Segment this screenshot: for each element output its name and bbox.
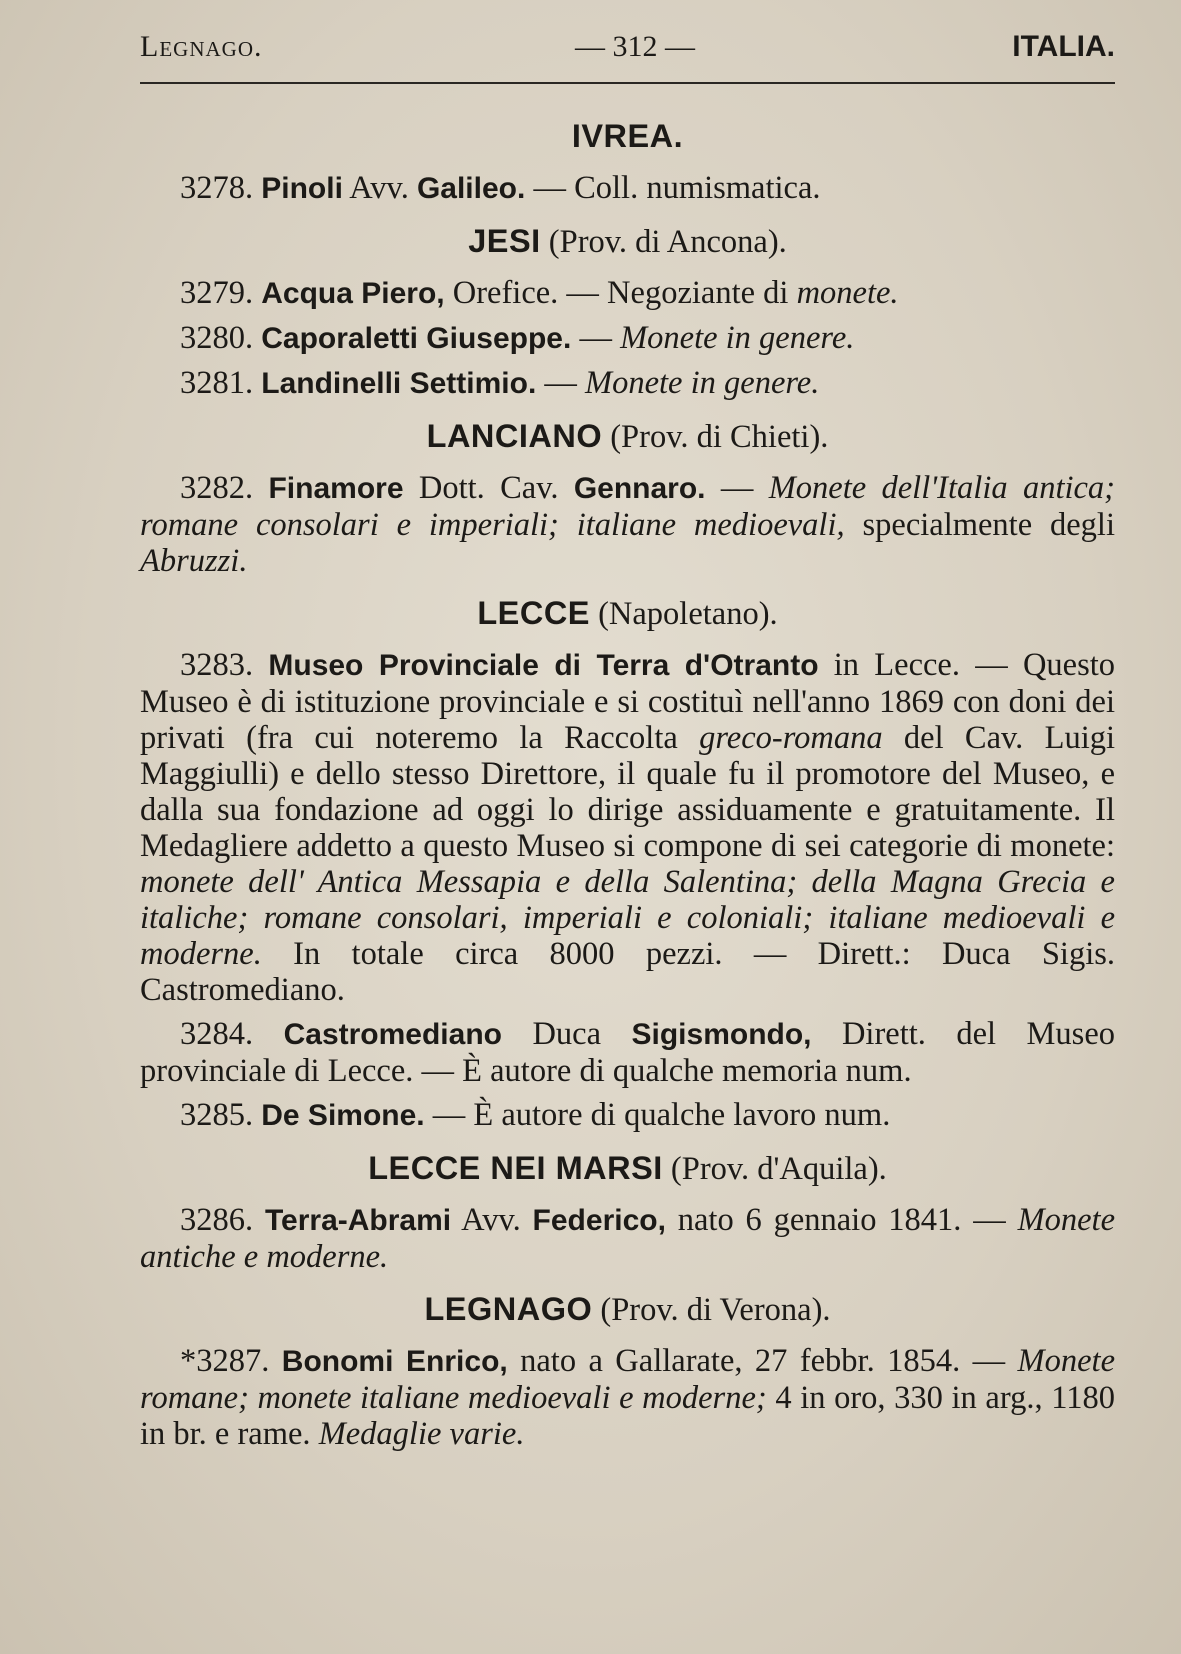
entry-title: Duca bbox=[501, 1016, 632, 1052]
entry-name: Terra-Abrami bbox=[264, 1204, 452, 1237]
entry-title: Dott. Cav. bbox=[403, 470, 574, 506]
entry-name: Museo Provinciale di Terra d'Otranto bbox=[268, 649, 819, 682]
entry-text: nato 6 gennaio 1841. — bbox=[665, 1202, 1018, 1238]
city-heading bbox=[140, 410, 1115, 462]
city-heading bbox=[140, 1283, 1115, 1335]
entry-number: 3279. bbox=[180, 275, 254, 311]
entry-number: 3286. bbox=[180, 1202, 254, 1238]
entry-number: 3281. bbox=[180, 365, 254, 401]
entry-italic-2: Abruzzi. bbox=[140, 543, 248, 579]
entry-number: 3285. bbox=[180, 1097, 254, 1133]
city-name: LECCE NEI MARSI bbox=[368, 1150, 663, 1186]
entry-name-2: Federico, bbox=[532, 1204, 666, 1237]
entry-text: in Lecce. — Questo Museo è di istituzione provinciale e si costituì nell'anno 1869 con doni dei privati (fra cui noteremo la Raccolta bbox=[140, 647, 1116, 756]
entry bbox=[140, 1343, 1115, 1452]
header-left: Legnago. bbox=[140, 30, 263, 63]
entry-name: Castromediano bbox=[283, 1018, 502, 1051]
city-province: (Prov. d'Aquila). bbox=[662, 1151, 887, 1187]
city-name: LEGNAGO bbox=[424, 1291, 593, 1327]
entry bbox=[140, 170, 1115, 207]
city-province: (Prov. di Verona). bbox=[592, 1292, 831, 1328]
city-name: LANCIANO bbox=[426, 418, 603, 454]
entry-title: Avv. bbox=[342, 170, 417, 206]
city-heading bbox=[140, 587, 1115, 639]
city-province: (Napoletano). bbox=[589, 596, 778, 632]
running-header bbox=[140, 30, 1115, 70]
city-province: (Prov. di Chieti). bbox=[602, 419, 829, 455]
entry bbox=[140, 275, 1115, 312]
entry-italic-2: Medaglie varie. bbox=[318, 1416, 525, 1452]
entry bbox=[140, 1202, 1115, 1275]
header-right: ITALIA. bbox=[1012, 30, 1115, 63]
entry-italic: Monete antiche e moderne. bbox=[140, 1202, 1116, 1275]
entry bbox=[140, 1097, 1115, 1134]
entry-name: De Simone. bbox=[261, 1099, 425, 1132]
entry-text: nato a Gallarate, 27 febbr. 1854. — bbox=[507, 1343, 1018, 1379]
entry-text: Orefice. — Negoziante di bbox=[444, 275, 797, 311]
entry-number: 3278. bbox=[180, 170, 254, 206]
entry-text: — Coll. numismatica. bbox=[525, 170, 821, 206]
entry-name-2: Gennaro. bbox=[573, 472, 706, 505]
city-heading bbox=[140, 215, 1115, 267]
entry-number: 3282. bbox=[180, 470, 254, 506]
entry-name: Caporaletti Giuseppe. bbox=[261, 322, 572, 355]
entry-text-2: del Cav. Luigi Maggiulli) e dello stesso Direttore, il quale fu il promotore del Museo, e dalla sua fondazione ad oggi lo dirige assiduamente e gratuitamente. Il Medagliere addetto a questo Museo si compone di sei categorie di monete: bbox=[140, 720, 1115, 864]
entry bbox=[140, 365, 1115, 402]
entry-text-2: 4 in oro, 330 in arg., 1180 in br. e rame. bbox=[140, 1380, 1115, 1452]
entry-name: Landinelli Settimio. bbox=[261, 367, 537, 400]
entry-text: — bbox=[705, 470, 769, 506]
city-province: (Prov. di Ancona). bbox=[540, 224, 787, 260]
city-name: LECCE bbox=[477, 595, 590, 631]
city-name: JESI bbox=[468, 223, 541, 259]
entry-number: 3280. bbox=[180, 320, 254, 356]
entry-text-3: In totale circa 8000 pezzi. — Dirett.: Duca Sigis. Castromediano. bbox=[140, 936, 1115, 1008]
city-heading bbox=[140, 110, 1115, 162]
entry-italic: Monete in genere. bbox=[585, 365, 820, 401]
entry-name: Acqua Piero, bbox=[261, 277, 445, 310]
entry bbox=[140, 1016, 1115, 1089]
entry-text: — bbox=[571, 320, 621, 356]
city-heading bbox=[140, 1142, 1115, 1194]
entry-name: Pinoli bbox=[261, 172, 343, 205]
entry-title: Avv. bbox=[451, 1202, 533, 1238]
entry-number: *3287. bbox=[180, 1343, 270, 1379]
entry-name: Finamore bbox=[268, 472, 404, 505]
page-number: — 312 — bbox=[575, 30, 695, 63]
entry-text: — bbox=[536, 365, 586, 401]
entry-name-2: Sigismondo, bbox=[631, 1018, 812, 1051]
entry bbox=[140, 647, 1115, 1008]
entry-text: Dirett. del Museo provinciale di Lecce. — È autore di qualche memoria num. bbox=[140, 1016, 1116, 1089]
entry-italic-2: monete dell' Antica Messapia e della Salentina; della Magna Grecia e italiche; romane consolari, imperiali e coloniali; italiane medioevali e moderne. bbox=[140, 864, 1115, 972]
entry-italic: Monete in genere. bbox=[620, 320, 855, 356]
entry-italic: greco-romana bbox=[699, 720, 883, 756]
entry-name-2: Galileo. bbox=[416, 172, 526, 205]
entry-italic: Monete dell'Italia antica; romane consolari e imperiali; italiane medioevali, bbox=[140, 470, 1115, 543]
entry-number: 3283. bbox=[180, 647, 254, 683]
entry bbox=[140, 470, 1115, 579]
entry bbox=[140, 320, 1115, 357]
header-rule bbox=[140, 82, 1115, 84]
entry-number: 3284. bbox=[180, 1016, 254, 1052]
page-content bbox=[140, 110, 1115, 1460]
city-name: IVREA. bbox=[571, 118, 684, 154]
entry-italic: Monete romane; monete italiane medioevali e moderne; bbox=[140, 1343, 1115, 1416]
entry-italic: monete. bbox=[796, 275, 899, 311]
entry-text-2: specialmente degli bbox=[844, 507, 1115, 543]
entry-name: Bonomi Enrico, bbox=[281, 1345, 508, 1378]
entry-text: — È autore di qualche lavoro num. bbox=[424, 1097, 891, 1133]
